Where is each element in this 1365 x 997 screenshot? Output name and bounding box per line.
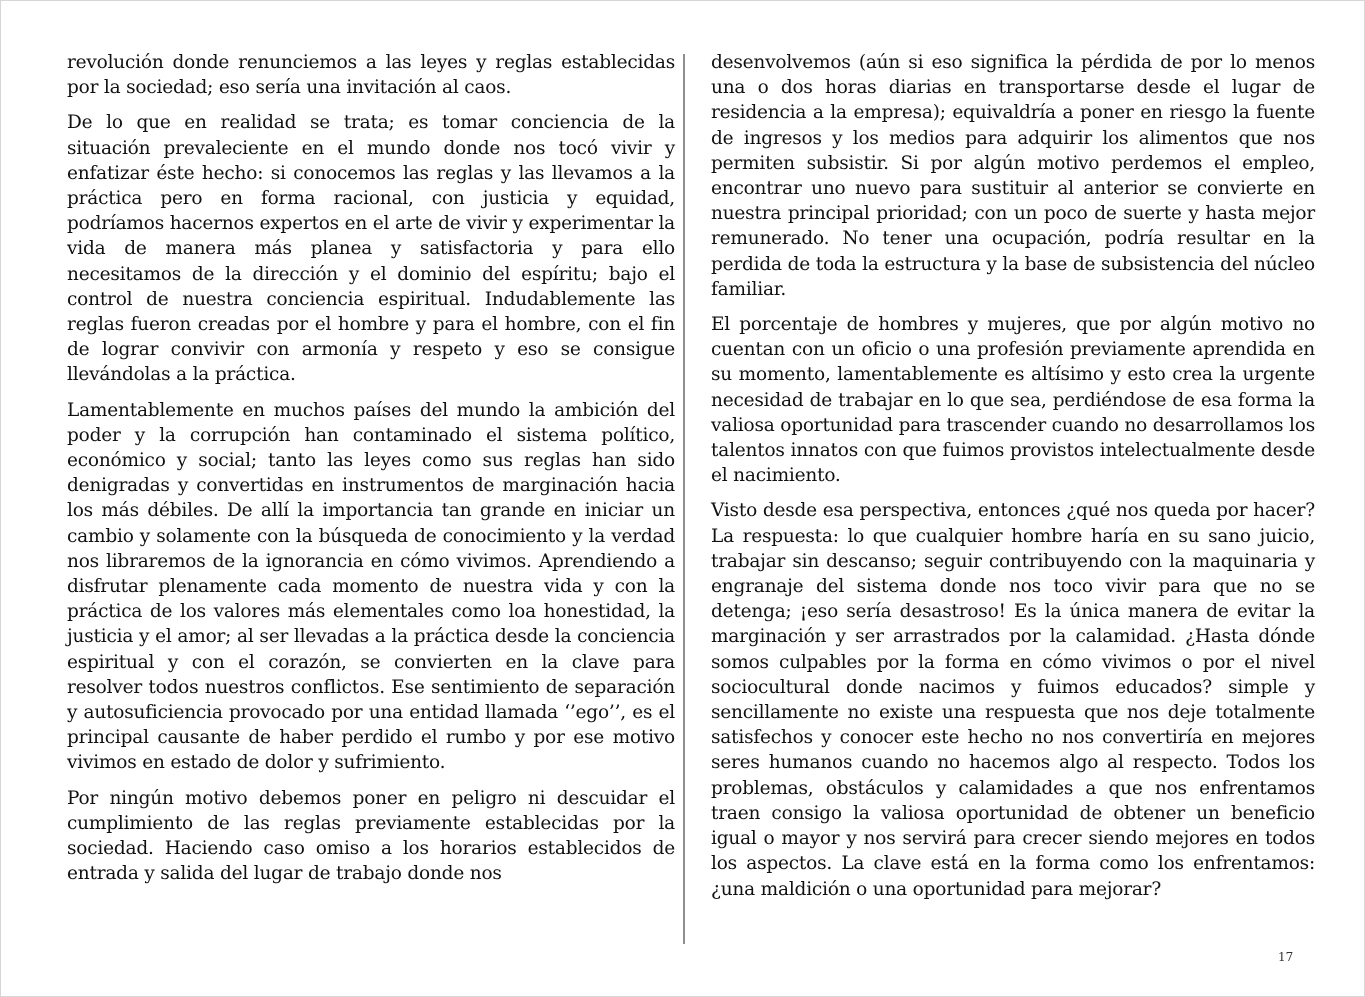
left-column (67, 50, 675, 887)
paragraph: Visto desde esa perspectiva, entonces ¿qué nos queda por hacer? La respuesta: lo que cualquier hombre haría en su sano juicio, trabajar sin descanso; seguir contribuyendo con la maquinaria y engranaje del sistema donde nos toco vivir para que no se detenga; ¡eso sería desastroso! Es la única manera de evitar la marginación y ser arrastrados por la calamidad. ¿Hasta dónde somos culpables por la forma en cómo vivimos o por el nivel sociocultural donde nacimos y fuimos educados? simple y sencillamente no existe una respuesta que nos deje totalmente satisfechos y conocer este hecho no nos convertiría en mejores seres humanos cuando no hacemos algo al respecto. Todos los problemas, obstáculos y calamidades a que nos enfrentamos traen consigo la valiosa oportunidad de obtener un beneficio igual o mayor y nos servirá para crecer siendo mejores en todos los aspectos. La clave está en la forma como los enfrentamos: ¿una maldición o una oportunidad para mejorar? (711, 500, 1315, 900)
paragraph: Por ningún motivo debemos poner en peligro ni descuidar el cumplimiento de las reglas previamente establecidas por la sociedad. Haciendo caso omiso a los horarios establecidos de entrada y salida del lugar de trabajo donde nos (67, 787, 675, 885)
paragraph: De lo que en realidad se trata; es tomar conciencia de la situación prevaleciente en el mundo donde nos tocó vivir y enfatizar éste hecho: si conocemos las reglas y las llevamos a la práctica pero en forma racional, con justicia y equidad, podríamos hacernos expertos en el arte de vivir y experimentar la vida de manera más planea y satisfactoria y para ello necesitamos de la dirección y el dominio del espíritu; bajo el control de nuestra conciencia espiritual. Indudablemente las reglas fueron creadas por el hombre y para el hombre, con el fin de lograr convivir con armonía y respeto y eso se consigue llevándolas a la práctica. (67, 112, 675, 386)
paragraph: desenvolvemos (aún si eso significa la pérdida de por lo menos una o dos horas diarias en transportarse desde el lugar de residencia a la empresa); equivaldría a poner en riesgo la fuente de ingresos y los medios para adquirir los alimentos que nos permiten subsistir. Si por algún motivo perdemos el empleo, encontrar uno nuevo para sustituir al anterior se convierte en nuestra principal prioridad; con un poco de suerte y hasta mejor remunerado. No tener una ocupación, podría resultar en la perdida de toda la estructura y la base de subsistencia del núcleo familiar. (711, 52, 1315, 300)
page-number: 17 (1278, 950, 1294, 964)
paragraph: Lamentablemente en muchos países del mundo la ambición del poder y la corrupción han contaminado el sistema político, económico y social; tanto las leyes como sus reglas han sido denigradas y convertidas en instrumentos de marginación hacia los más débiles. De allí la importancia tan grande en iniciar un cambio y solamente con la búsqueda de conocimiento y la verdad nos libraremos de la ignorancia en cómo vivimos. Aprendiendo a disfrutar plenamente cada momento de nuestra vida y con la práctica de los valores más elementales como loa honestidad, la justicia y el amor; al ser llevadas a la práctica desde la conciencia espiritual y con el corazón, se convierten en la clave para resolver todos nuestros conflictos. Ese sentimiento de separación y autosuficiencia provocado por una entidad llamada ‘’ego’’, es el principal causante de haber perdido el rumbo y por ese motivo vivimos en estado de dolor y sufrimiento. (67, 399, 675, 774)
paragraph: revolución donde renunciemos a las leyes y reglas establecidas por la sociedad; eso sería una invitación al caos. (67, 52, 675, 99)
right-column (711, 50, 1315, 902)
column-divider (683, 54, 685, 944)
paragraph: El porcentaje de hombres y mujeres, que por algún motivo no cuentan con un oficio o una profesión previamente aprendida en su momento, lamentablemente es altísimo y esto crea la urgente necesidad de trabajar en lo que sea, perdiéndose de esa forma la valiosa oportunidad para trascender cuando no desarrollamos los talentos innatos con que fuimos provistos intelectualmente desde el nacimiento. (711, 314, 1315, 487)
